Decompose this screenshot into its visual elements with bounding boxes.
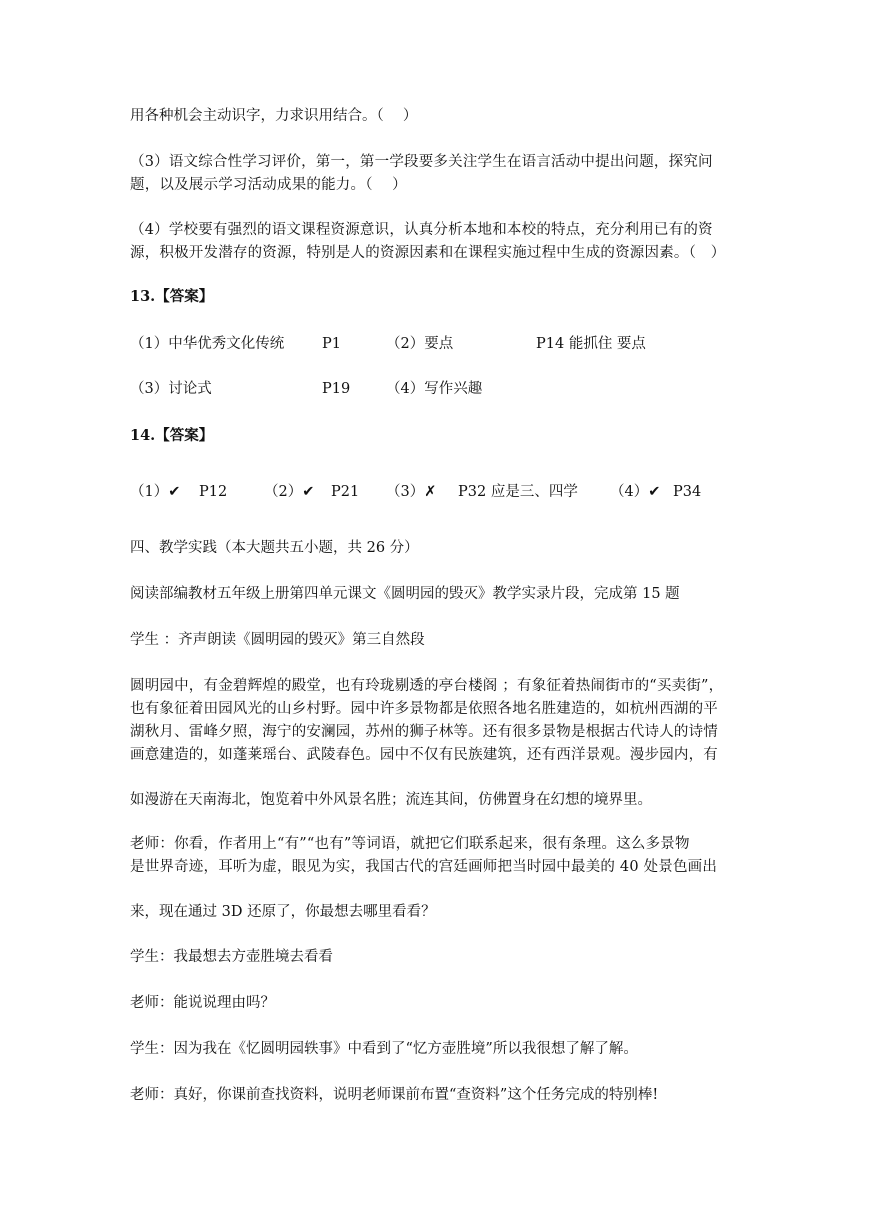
question-item-4 (130, 219, 740, 265)
answer-cell: P32 应是三、四学 (458, 484, 578, 500)
text-line: 用各种机会主动识字，力求识用结合。（ ） (130, 108, 418, 124)
answer-cell: P14 能抓住 要点 (536, 336, 646, 352)
dialogue-student: 学生 ：齐声朗读《圆明园的毁灭》第三自然段 (130, 632, 425, 648)
text-line: 来，现在通过 3D 还原了，你最想去哪里看看？ (130, 904, 436, 920)
text-line: 题，以及展示学习活动成果的能力。（ ） (130, 177, 407, 193)
text-line: （4）学校要有强烈的语文课程资源意识，认真分析本地和本校的特点，充分利用已有的资 (130, 222, 713, 238)
excerpt-paragraph (130, 675, 740, 767)
answer-cell: （2）✔ (264, 484, 315, 500)
answer-cell: （1）中华优秀文化传统 (130, 336, 285, 352)
answer-heading-13: 13.【答案】 (130, 288, 214, 305)
dialogue-student: 学生：我最想去方壶胜境去看看 (130, 949, 333, 965)
text-line: 源，积极开发潜存的资源，特别是人的资源因素和在课程实施过程中生成的资源因素。（ ） (130, 245, 726, 261)
text-line: 如漫游在天南海北，饱览着中外风景名胜；流连其间，仿佛置身在幻想的境界里。 (130, 792, 652, 808)
section-intro: 阅读部编教材五年级上册第四单元课文《圆明园的毁灭》教学实录片段，完成第 15 题 (130, 586, 680, 602)
answer-cell: （3）讨论式 (130, 381, 212, 397)
answer-heading-14: 14.【答案】 (130, 427, 214, 444)
dialogue-student: 学生：因为我在《忆圆明园轶事》中看到了“忆方壶胜境”所以我很想了解了解。 (130, 1041, 638, 1057)
text-line: 老师：你看，作者用上“有”“也有”等词语，就把它们联系起来，很有条理。这么多景物 (130, 836, 690, 852)
answer-cell: （4）写作兴趣 (386, 381, 483, 397)
text-line: 湖秋月、雷峰夕照，海宁的安澜园，苏州的狮子林等。还有很多景物是根据古代诗人的诗情 (130, 724, 718, 740)
text-line: 画意建造的，如蓬莱瑶台、武陵春色。园中不仅有民族建筑，还有西洋景观。漫步园内，有 (130, 747, 718, 763)
answer-cell: P1 (322, 336, 341, 352)
text-line: 是世界奇迹，耳听为虚，眼见为实，我国古代的宫廷画师把当时园中最美的 40 处景色画出 (130, 859, 718, 875)
answer-cell: P12 (199, 484, 228, 500)
answer-cell: （4）✔ (610, 484, 661, 500)
answer-cell: （3）✗ (386, 484, 437, 500)
answer-cell: （1）✔ (130, 484, 181, 500)
answer-cell: P21 (331, 484, 360, 500)
text-line: （3）语文综合性学习评价，第一，第一学段要多关注学生在语言活动中提出问题，探究问 (130, 154, 713, 170)
text-line: 圆明园中，有金碧辉煌的殿堂，也有玲珑剔透的亭台楼阁 ；有象征着热闹街市的“买卖街”， (130, 678, 724, 694)
dialogue-teacher (130, 833, 740, 879)
text-line: 也有象征着田园风光的山乡村野。园中许多景物都是依照各地名胜建造的，如杭州西湖的平 (130, 701, 718, 717)
dialogue-teacher: 老师：能说说理由吗？ (130, 995, 275, 1011)
answer-cell: P19 (322, 381, 351, 397)
section-heading: 四、教学实践（本大题共五小题，共 26 分） (130, 540, 419, 556)
answer-cell: （2）要点 (386, 336, 454, 352)
dialogue-teacher: 老师：真好，你课前查找资料，说明老师课前布置“查资料”这个任务完成的特别棒! (130, 1087, 659, 1103)
question-item-3 (130, 151, 740, 197)
answer-cell: P34 (673, 484, 702, 500)
